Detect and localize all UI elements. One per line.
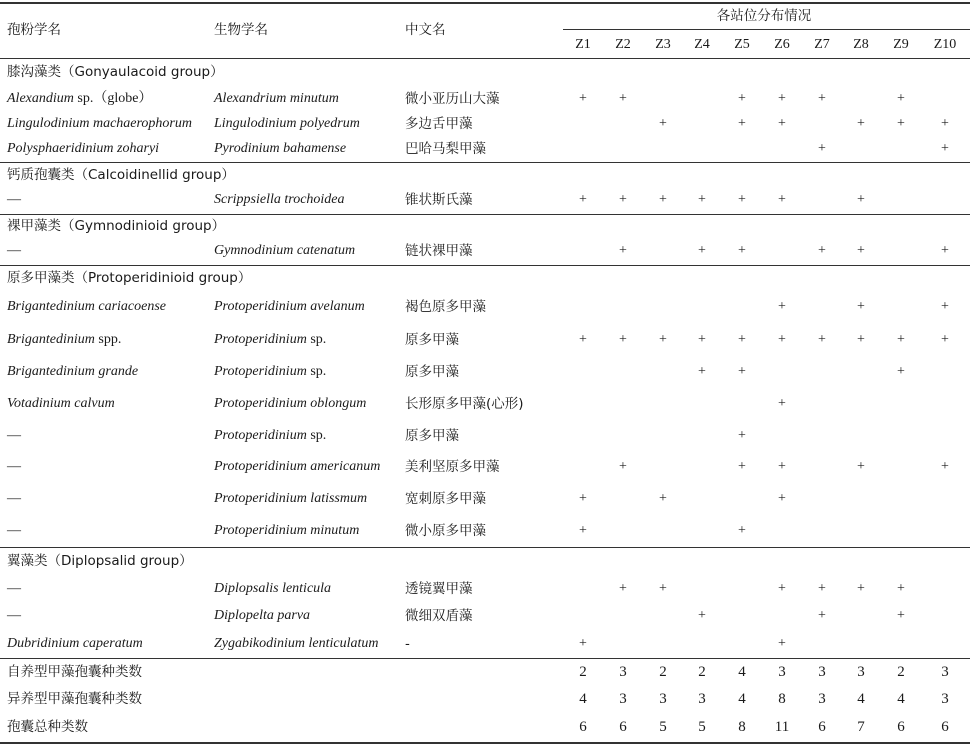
chinese-name: 微小亚历山大藻 [405, 91, 500, 107]
chinese-name: 褐色原多甲藻 [405, 299, 486, 315]
presence-mark-z3: + [659, 581, 667, 596]
presence-mark-z2: + [619, 243, 627, 258]
biological-name [214, 364, 326, 380]
pollen-name [7, 332, 121, 348]
station-header-z3: Z3 [655, 37, 671, 52]
presence-mark-z7: + [818, 608, 826, 623]
header-bottom-rule [0, 58, 970, 59]
summary-value-z1: 6 [579, 719, 587, 735]
presence-mark-z3: + [659, 116, 667, 131]
presence-mark-z8: + [857, 192, 865, 207]
presence-mark-z10: + [941, 141, 949, 156]
biological-name-suffix: sp. [306, 364, 327, 379]
presence-mark-z9: + [897, 332, 905, 347]
presence-mark-z1: + [579, 192, 587, 207]
summary-value-z10: 3 [941, 664, 949, 680]
chinese-name: 多边舌甲藻 [405, 116, 473, 132]
presence-mark-z5: + [738, 332, 746, 347]
biological-name [214, 192, 345, 208]
presence-mark-z2: + [619, 459, 627, 474]
pollen-name [7, 299, 166, 315]
biological-name-italic: Gymnodinium catenatum [214, 243, 356, 258]
presence-mark-z5: + [738, 91, 746, 106]
summary-value-z2: 3 [619, 664, 627, 680]
chinese-name: 原多甲藻 [405, 364, 459, 380]
biological-name [214, 91, 339, 107]
biological-name [214, 491, 367, 507]
biological-name-italic: Protoperidinium [214, 428, 307, 443]
biological-name [214, 608, 310, 624]
pollen-name [7, 428, 21, 444]
presence-mark-z5: + [738, 192, 746, 207]
summary-value-z8: 4 [857, 691, 865, 707]
biological-name [214, 636, 378, 652]
header-pollen-name: 孢粉学名 [7, 22, 61, 38]
presence-mark-z5: + [738, 459, 746, 474]
pollen-name [7, 396, 115, 412]
pollen-name-italic: Polysphaeridinium zoharyi [7, 141, 160, 156]
chinese-name: 微小原多甲藻 [405, 523, 486, 539]
presence-mark-z5: + [738, 243, 746, 258]
presence-mark-z7: + [818, 243, 826, 258]
presence-mark-z4: + [698, 332, 706, 347]
biological-name [214, 141, 346, 157]
biological-name-italic: Protoperidinium [214, 332, 307, 347]
station-header-z7: Z7 [814, 37, 830, 52]
presence-mark-z10: + [941, 459, 949, 474]
pollen-name [7, 192, 21, 208]
pollen-name-suffix: — [7, 491, 21, 506]
group-title: 膝沟藻类（Gonyaulacoid group） [7, 64, 224, 80]
summary-value-z6: 3 [778, 664, 786, 680]
presence-mark-z1: + [579, 523, 587, 538]
presence-mark-z9: + [897, 608, 905, 623]
summary-value-z8: 7 [857, 719, 865, 735]
pollen-name-suffix: — [7, 243, 21, 258]
biological-name [214, 428, 326, 444]
summary-value-z4: 2 [698, 664, 706, 680]
presence-mark-z7: + [818, 332, 826, 347]
summary-value-z9: 4 [897, 691, 905, 707]
presence-mark-z10: + [941, 243, 949, 258]
presence-mark-z8: + [857, 299, 865, 314]
pollen-name-italic: Brigantedinium cariacoense [7, 299, 167, 314]
presence-mark-z8: + [857, 243, 865, 258]
biological-name-italic: Scrippsiella trochoidea [214, 192, 345, 207]
presence-mark-z6: + [778, 332, 786, 347]
presence-mark-z10: + [941, 299, 949, 314]
summary-value-z4: 5 [698, 719, 706, 735]
pollen-name [7, 608, 21, 624]
summary-value-z5: 8 [738, 719, 746, 735]
bottom-rule [0, 742, 970, 744]
presence-mark-z6: + [778, 396, 786, 411]
presence-mark-z1: + [579, 332, 587, 347]
biological-name-italic: Protoperidinium [214, 364, 307, 379]
pollen-name-suffix: — [7, 523, 21, 538]
summary-value-z8: 3 [857, 664, 865, 680]
presence-mark-z4: + [698, 608, 706, 623]
pollen-name-suffix: spp. [94, 332, 122, 347]
presence-mark-z8: + [857, 581, 865, 596]
summary-value-z6: 11 [774, 719, 790, 735]
biological-name-italic: Zygabikodinium lenticulatum [214, 636, 379, 651]
presence-mark-z7: + [818, 91, 826, 106]
presence-mark-z5: + [738, 428, 746, 443]
summary-value-z7: 3 [818, 664, 826, 680]
presence-mark-z6: + [778, 299, 786, 314]
biological-name-italic: Protoperidinium avelanum [214, 299, 365, 314]
presence-mark-z6: + [778, 581, 786, 596]
biological-name-italic: Diplopsalis lenticula [214, 581, 332, 596]
group-rule [0, 162, 970, 163]
summary-value-z9: 2 [897, 664, 905, 680]
pollen-name-suffix: — [7, 608, 21, 623]
station-header-z4: Z4 [694, 37, 710, 52]
summary-value-z1: 4 [579, 691, 587, 707]
presence-mark-z1: + [579, 636, 587, 651]
presence-mark-z6: + [778, 192, 786, 207]
presence-mark-z6: + [778, 91, 786, 106]
biological-name-suffix: sp. [306, 332, 327, 347]
station-header-z2: Z2 [615, 37, 631, 52]
pollen-name-italic: Brigantedinium [7, 332, 95, 347]
presence-mark-z2: + [619, 332, 627, 347]
biological-name-italic: Pyrodinium bahamense [214, 141, 347, 156]
chinese-name: 微细双盾藻 [405, 608, 473, 624]
pollen-name [7, 243, 21, 259]
presence-mark-z3: + [659, 192, 667, 207]
presence-mark-z8: + [857, 116, 865, 131]
station-header-z10: Z10 [933, 37, 957, 52]
presence-mark-z8: + [857, 332, 865, 347]
chinese-name: 巴哈马梨甲藻 [405, 141, 486, 157]
chinese-name: 美利坚原多甲藻 [405, 459, 500, 475]
summary-value-z2: 6 [619, 719, 627, 735]
presence-mark-z8: + [857, 459, 865, 474]
presence-mark-z6: + [778, 459, 786, 474]
header-bio-name: 生物学名 [214, 22, 268, 38]
presence-mark-z3: + [659, 491, 667, 506]
summary-label: 孢囊总种类数 [7, 719, 88, 735]
header-chinese-name: 中文名 [405, 22, 446, 38]
pollen-name [7, 636, 143, 652]
chinese-name: 链状裸甲藻 [405, 243, 473, 259]
summary-value-z7: 6 [818, 719, 826, 735]
presence-mark-z1: + [579, 91, 587, 106]
biological-name-italic: Diplopelta parva [214, 608, 311, 623]
biological-name-italic: Alexandrium minutum [214, 91, 339, 106]
presence-mark-z9: + [897, 91, 905, 106]
station-header-z6: Z6 [774, 37, 790, 52]
presence-mark-z4: + [698, 243, 706, 258]
pollen-name-italic: Dubridinium caperatum [7, 636, 143, 651]
station-header-rule [563, 29, 970, 30]
pollen-name [7, 523, 21, 539]
station-header-z8: Z8 [853, 37, 869, 52]
presence-mark-z7: + [818, 581, 826, 596]
station-header-z9: Z9 [893, 37, 909, 52]
presence-mark-z2: + [619, 91, 627, 106]
chinese-name: 宽刺原多甲藻 [405, 491, 486, 507]
group-title: 钙质孢囊类（Calcoidinellid group） [7, 167, 235, 183]
biological-name [214, 523, 359, 539]
station-header-z1: Z1 [575, 37, 591, 52]
pollen-name [7, 459, 21, 475]
biological-name [214, 581, 331, 597]
presence-mark-z6: + [778, 636, 786, 651]
group-title: 原多甲藻类（Protoperidinioid group） [7, 270, 252, 286]
chinese-name: 原多甲藻 [405, 332, 459, 348]
summary-value-z3: 2 [659, 664, 667, 680]
presence-mark-z2: + [619, 581, 627, 596]
group-title: 裸甲藻类（Gymnodinioid group） [7, 218, 226, 234]
chinese-name: 原多甲藻 [405, 428, 459, 444]
pollen-name [7, 91, 152, 107]
group-rule [0, 265, 970, 266]
pollen-name-italic: Votadinium calvum [7, 396, 115, 411]
presence-mark-z1: + [579, 491, 587, 506]
group-rule [0, 547, 970, 548]
presence-mark-z3: + [659, 332, 667, 347]
biological-name [214, 116, 360, 132]
pollen-name-italic: Brigantedinium grande [7, 364, 139, 379]
summary-value-z5: 4 [738, 691, 746, 707]
biological-name [214, 243, 355, 259]
presence-mark-z5: + [738, 364, 746, 379]
station-header-z5: Z5 [734, 37, 750, 52]
presence-mark-z10: + [941, 332, 949, 347]
pollen-name-suffix: sp.（globe） [73, 91, 153, 106]
pollen-name [7, 141, 159, 157]
biological-name [214, 396, 366, 412]
summary-value-z2: 3 [619, 691, 627, 707]
biological-name-italic: Protoperidinium latissmum [214, 491, 368, 506]
pollen-name-italic: Alexandium [7, 91, 74, 106]
biological-name-italic: Protoperidinium americanum [214, 459, 381, 474]
biological-name-italic: Lingulodinium polyedrum [214, 116, 360, 131]
chinese-name: 长形原多甲藻(心形) [405, 396, 524, 412]
pollen-name-italic: Lingulodinium machaerophorum [7, 116, 192, 131]
pollen-name-suffix: — [7, 428, 21, 443]
top-rule [0, 2, 970, 4]
summary-value-z10: 3 [941, 691, 949, 707]
summary-value-z3: 3 [659, 691, 667, 707]
biological-name-suffix: sp. [306, 428, 327, 443]
presence-mark-z5: + [738, 523, 746, 538]
summary-value-z9: 6 [897, 719, 905, 735]
biological-name-italic: Protoperidinium minutum [214, 523, 360, 538]
biological-name-italic: Protoperidinium oblongum [214, 396, 367, 411]
summary-value-z10: 6 [941, 719, 949, 735]
pollen-name [7, 581, 21, 597]
summary-label: 异养型甲藻孢囊种类数 [7, 691, 142, 707]
summary-value-z5: 4 [738, 664, 746, 680]
biological-name [214, 332, 326, 348]
group-title: 翼藻类（Diplopsalid group） [7, 553, 193, 569]
pollen-name [7, 116, 192, 132]
presence-mark-z2: + [619, 192, 627, 207]
pollen-name [7, 364, 138, 380]
summary-value-z6: 8 [778, 691, 786, 707]
group-rule [0, 214, 970, 215]
pollen-name [7, 491, 21, 507]
header-station-distribution: 各站位分布情况 [716, 8, 812, 24]
presence-mark-z9: + [897, 364, 905, 379]
summary-value-z7: 3 [818, 691, 826, 707]
presence-mark-z9: + [897, 116, 905, 131]
presence-mark-z9: + [897, 581, 905, 596]
pollen-name-suffix: — [7, 192, 21, 207]
chinese-name: 透镜翼甲藻 [405, 581, 473, 597]
pollen-name-suffix: — [7, 581, 21, 596]
presence-mark-z6: + [778, 491, 786, 506]
presence-mark-z4: + [698, 364, 706, 379]
biological-name [214, 299, 365, 315]
presence-mark-z7: + [818, 141, 826, 156]
chinese-name: 锥状斯氏藻 [405, 192, 473, 208]
presence-mark-z5: + [738, 116, 746, 131]
chinese-name: - [405, 636, 410, 652]
presence-mark-z10: + [941, 116, 949, 131]
summary-value-z4: 3 [698, 691, 706, 707]
pollen-name-suffix: — [7, 459, 21, 474]
presence-mark-z6: + [778, 116, 786, 131]
summary-label: 自养型甲藻孢囊种类数 [7, 664, 142, 680]
summary-value-z1: 2 [579, 664, 587, 680]
summary-value-z3: 5 [659, 719, 667, 735]
presence-mark-z4: + [698, 192, 706, 207]
biological-name [214, 459, 380, 475]
group-rule [0, 658, 970, 659]
